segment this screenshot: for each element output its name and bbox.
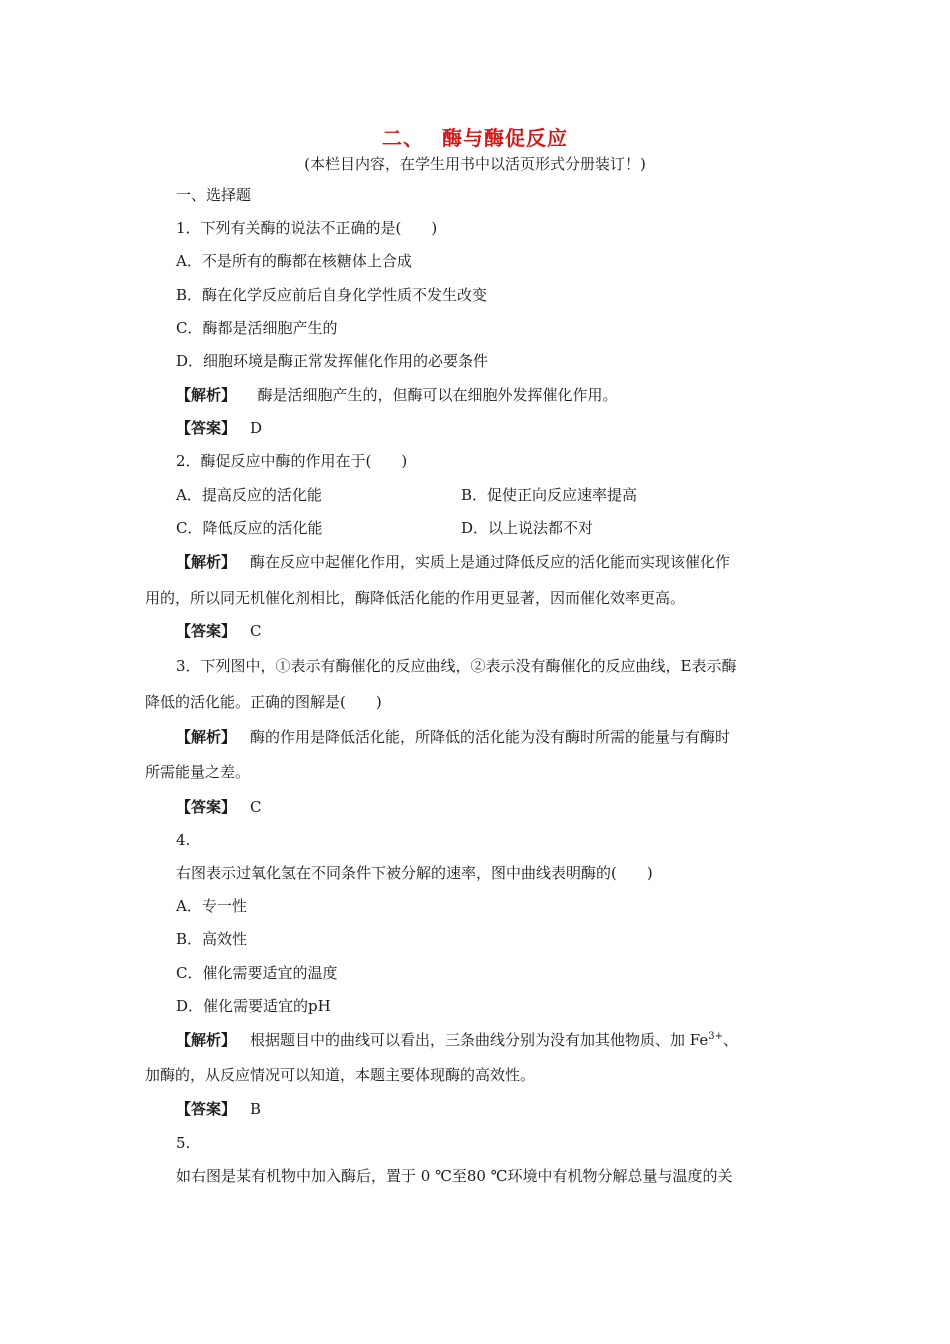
q2-analysis-line-2: 用的，所以同无机催化剂相比，酶降低活化能的作用更显著，因而催化效率更高。 (145, 589, 686, 607)
q4-number: 4. (176, 831, 191, 849)
q3-answer (176, 797, 262, 817)
q4-analysis-line-1 (176, 1030, 738, 1050)
page-title (0, 122, 950, 151)
q1-analysis (176, 385, 618, 405)
q3-analysis-line-2: 所需能量之差。 (145, 763, 251, 781)
q3-stem-line-2: 降低的活化能。正确的图解是( ) (145, 693, 382, 711)
analysis-label: 【解析】 (176, 728, 237, 746)
answer-label: 【答案】 (176, 1100, 237, 1118)
title-text: 酶与酶促反应 (442, 126, 568, 150)
q5-stem: 如右图是某有机物中加入酶后，置于 0 ℃至80 ℃环境中有机物分解总量与温度的关 (176, 1167, 733, 1185)
q1-option-d: D．细胞环境是酶正常发挥催化作用的必要条件 (176, 352, 489, 370)
analysis-label: 【解析】 (176, 1031, 237, 1049)
analysis-text: 酶的作用是降低活化能，所降低的活化能为没有酶时所需的能量与有酶时 (250, 728, 731, 746)
section-heading: 一、选择题 (176, 186, 252, 204)
q4-option-b: B．高效性 (176, 930, 248, 948)
q4-stem: 右图表示过氧化氢在不同条件下被分解的速率，图中曲线表明酶的( ) (176, 864, 653, 882)
answer-label: 【答案】 (176, 798, 237, 816)
q3-analysis-line-1 (176, 727, 730, 747)
q5-number: 5. (176, 1134, 191, 1152)
answer-label: 【答案】 (176, 622, 237, 640)
q2-stem: 2．酶促反应中酶的作用在于( ) (176, 452, 408, 470)
analysis-punct: 、 (723, 1031, 739, 1049)
q1-option-a: A．不是所有的酶都在核糖体上合成 (176, 252, 412, 270)
q2-option-b: B．促使正向反应速率提高 (461, 486, 638, 504)
q2-option-c: C．降低反应的活化能 (176, 519, 323, 537)
superscript-charge: 3+ (708, 1031, 724, 1042)
analysis-label: 【解析】 (176, 386, 229, 404)
analysis-text: 根据题目中的曲线可以看出，三条曲线分别为没有加其他物质、加 Fe (250, 1031, 709, 1049)
q1-option-c: C．酶都是活细胞产生的 (176, 319, 338, 337)
page-subtitle: (本栏目内容，在学生用书中以活页形式分册装订！) (304, 155, 646, 173)
q2-options-row-1 (176, 485, 776, 505)
analysis-label: 【解析】 (176, 553, 237, 571)
q3-stem-line-1: 3．下列图中，①表示有酶催化的反应曲线，②表示没有酶催化的反应曲线，E表示酶 (176, 657, 737, 675)
title-number: 二、 (382, 126, 424, 150)
q2-option-a: A．提高反应的活化能 (176, 486, 322, 504)
q4-option-a: A．专一性 (176, 897, 247, 915)
analysis-text: 酶在反应中起催化作用，实质上是通过降低反应的活化能而实现该催化作 (250, 553, 731, 571)
q1-answer (176, 418, 262, 438)
q2-analysis-line-1 (176, 552, 730, 572)
analysis-text: 酶是活细胞产生的，但酶可以在细胞外发挥催化作用。 (242, 386, 618, 404)
answer-text: C (250, 798, 262, 816)
answer-text: C (250, 622, 262, 640)
answer-text: D (250, 419, 263, 437)
q1-option-b: B．酶在化学反应前后自身化学性质不发生改变 (176, 286, 488, 304)
q4-option-d: D．催化需要适宜的pH (176, 997, 331, 1015)
q2-options-row-2 (176, 518, 776, 538)
q1-stem: 1．下列有关酶的说法不正确的是( ) (176, 219, 438, 237)
q4-answer (176, 1099, 261, 1119)
q4-analysis-line-2: 加酶的，从反应情况可以知道，本题主要体现酶的高效性。 (145, 1066, 536, 1084)
answer-text: B (250, 1100, 262, 1118)
q4-option-c: C．催化需要适宜的温度 (176, 964, 338, 982)
q2-option-d: D．以上说法都不对 (461, 519, 594, 537)
answer-label: 【答案】 (176, 419, 237, 437)
q2-answer (176, 621, 262, 641)
